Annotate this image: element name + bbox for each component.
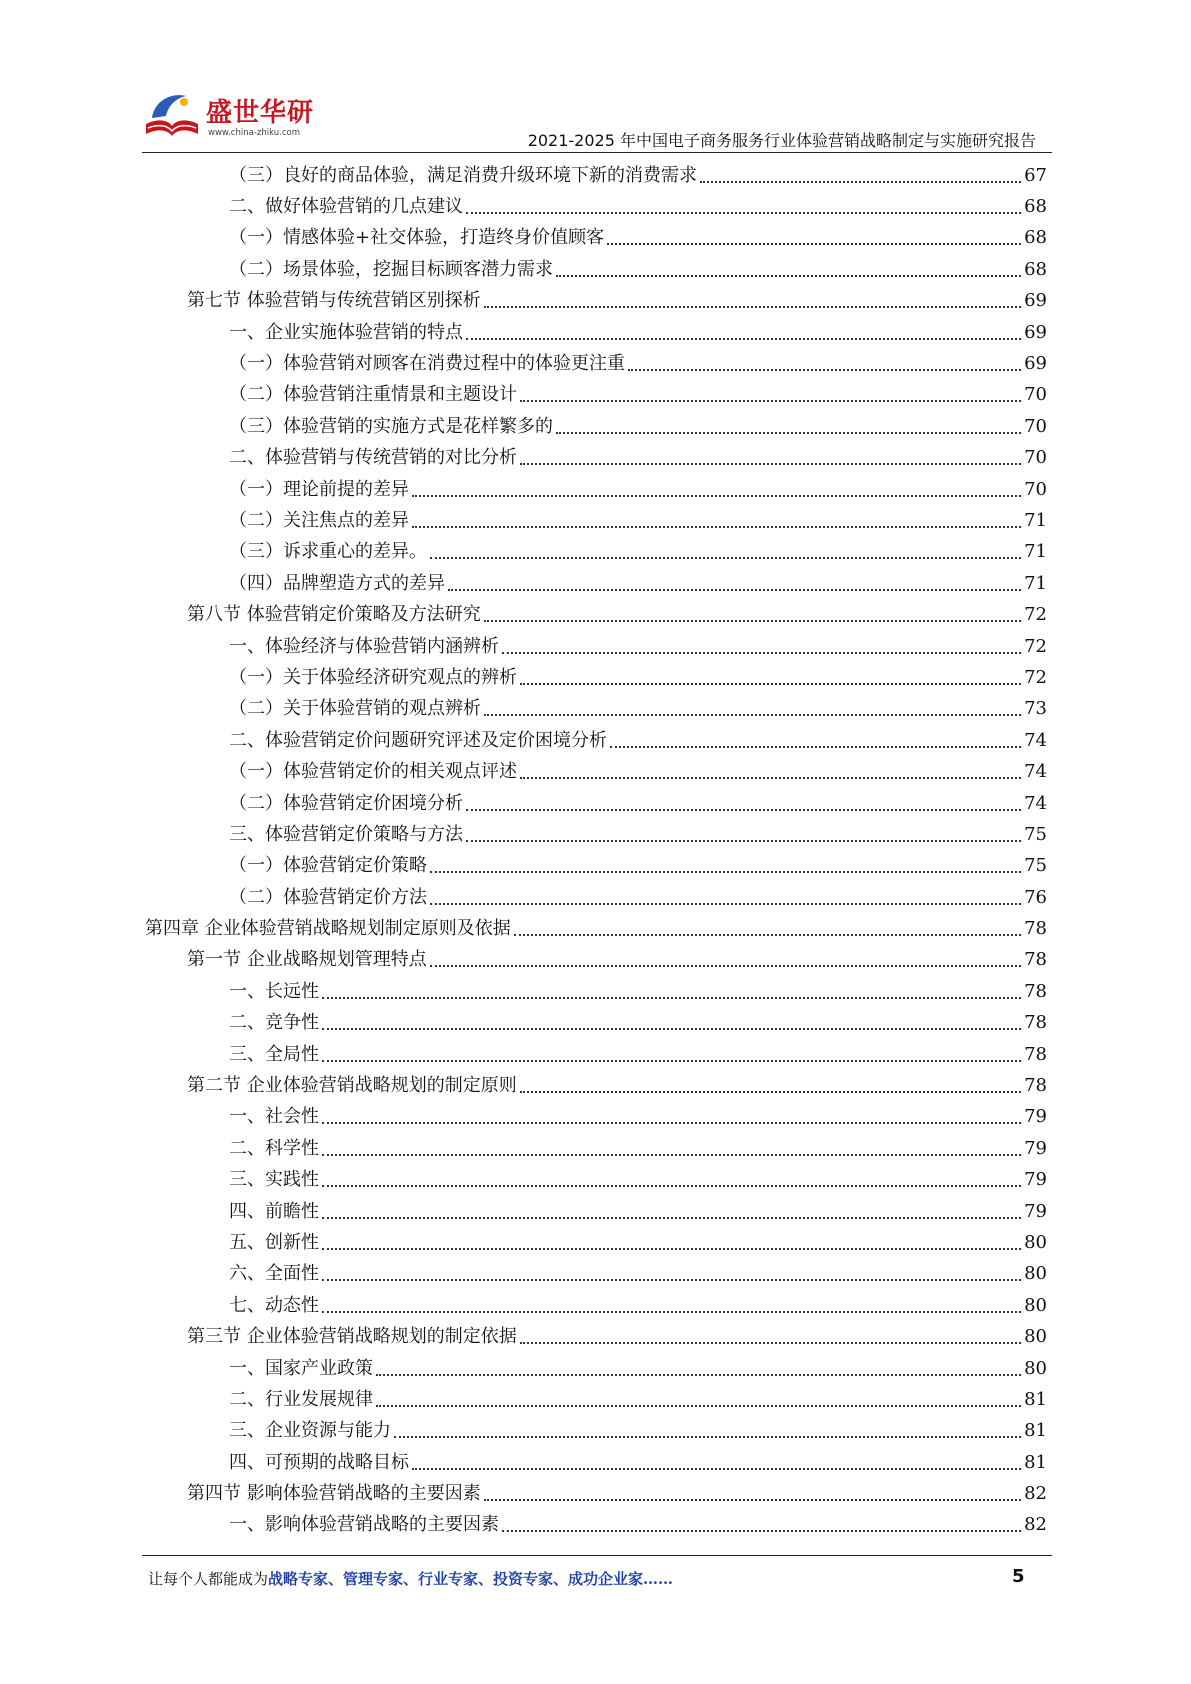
toc-entry-title: 一、国家产业政策	[229, 1357, 373, 1379]
toc-leader-dots	[520, 400, 1021, 402]
toc-entry[interactable]	[145, 1510, 1047, 1541]
toc-entry-page: 75	[1024, 823, 1047, 845]
toc-entry-title: 第四章 企业体验营销战略规划制定原则及依据	[145, 918, 511, 940]
toc-leader-dots	[322, 1028, 1021, 1030]
toc-entry-page: 78	[1024, 949, 1047, 971]
slogan-prefix: 让每个人都能成为	[148, 1570, 269, 1588]
toc-entry-page: 76	[1024, 886, 1047, 908]
toc-leader-dots	[430, 871, 1021, 873]
toc-entry-page: 71	[1024, 572, 1047, 594]
toc-leader-dots	[430, 965, 1021, 967]
header-divider	[142, 152, 1052, 153]
toc-leader-dots	[484, 714, 1021, 716]
toc-entry-page: 82	[1024, 1514, 1047, 1536]
toc-entry-title: （二）关于体验营销的观点辨析	[229, 698, 481, 720]
toc-entry[interactable]	[145, 411, 1047, 442]
toc-entry[interactable]	[145, 1478, 1047, 1509]
toc-entry-title: 二、做好体验营销的几点建议	[229, 196, 463, 218]
toc-leader-dots	[466, 809, 1021, 811]
toc-entry-page: 71	[1024, 509, 1047, 531]
toc-entry-page: 75	[1024, 855, 1047, 877]
toc-leader-dots	[520, 777, 1021, 779]
slogan-highlight: 战略专家、管理专家、行业专家、投资专家、成功企业家……	[268, 1570, 674, 1588]
toc-entry[interactable]	[145, 756, 1047, 787]
toc-entry-page: 74	[1024, 792, 1047, 814]
toc-leader-dots	[484, 1499, 1021, 1501]
toc-entry-page: 67	[1024, 164, 1047, 186]
toc-entry-page: 78	[1024, 980, 1047, 1002]
toc-leader-dots	[322, 1060, 1021, 1062]
toc-leader-dots	[448, 589, 1021, 591]
toc-entry[interactable]	[145, 537, 1047, 568]
toc-entry-page: 80	[1024, 1294, 1047, 1316]
toc-leader-dots	[322, 1217, 1021, 1219]
toc-entry[interactable]	[145, 317, 1047, 348]
toc-entry-title: 第一节 企业战略规划管理特点	[187, 949, 427, 971]
toc-entry-page: 68	[1024, 227, 1047, 249]
toc-leader-dots	[322, 1279, 1021, 1281]
toc-leader-dots	[520, 683, 1021, 685]
toc-entry-title: （二）关注焦点的差异	[229, 509, 409, 531]
toc-leader-dots	[520, 463, 1021, 465]
toc-entry-page: 79	[1024, 1169, 1047, 1191]
toc-entry-title: （二）体验营销注重情景和主题设计	[229, 384, 517, 406]
toc-entry-page: 70	[1024, 415, 1047, 437]
toc-entry-page: 78	[1024, 918, 1047, 940]
toc-entry-page: 68	[1024, 258, 1047, 280]
toc-leader-dots	[484, 620, 1021, 622]
toc-leader-dots	[514, 934, 1021, 936]
toc-entry-page: 70	[1024, 478, 1047, 500]
toc-entry-title: （三）体验营销的实施方式是花样繁多的	[229, 415, 553, 437]
toc-entry-page: 81	[1024, 1420, 1047, 1442]
toc-entry[interactable]	[145, 631, 1047, 662]
toc-leader-dots	[412, 526, 1021, 528]
toc-entry-page: 70	[1024, 447, 1047, 469]
toc-leader-dots	[322, 1185, 1021, 1187]
toc-entry[interactable]	[145, 1259, 1047, 1290]
logo-url: www.china-zhiku.com	[208, 128, 300, 138]
toc-entry-title: （二）体验营销定价困境分析	[229, 792, 463, 814]
toc-entry-title: 三、企业资源与能力	[229, 1420, 391, 1442]
toc-entry[interactable]	[145, 851, 1047, 882]
toc-entry-page: 78	[1024, 1043, 1047, 1065]
toc-entry[interactable]	[145, 380, 1047, 411]
toc-entry[interactable]	[145, 662, 1047, 693]
toc-entry[interactable]	[145, 1133, 1047, 1164]
toc-leader-dots	[484, 306, 1021, 308]
toc-entry-title: （二）场景体验，挖掘目标顾客潜力需求	[229, 258, 553, 280]
toc-entry-title: （一）情感体验+社交体验，打造终身价值顾客	[229, 227, 605, 249]
toc-entry-title: 一、企业实施体验营销的特点	[229, 321, 463, 343]
toc-entry-page: 81	[1024, 1388, 1047, 1410]
toc-entry-title: （一）体验营销对顾客在消费过程中的体验更注重	[229, 353, 625, 375]
footer-divider	[142, 1555, 1052, 1556]
toc-entry-title: 五、创新性	[229, 1231, 319, 1253]
toc-leader-dots	[502, 1530, 1021, 1532]
toc-leader-dots	[520, 1091, 1021, 1093]
toc-entry-page: 72	[1024, 666, 1047, 688]
toc-leader-dots	[322, 1154, 1021, 1156]
toc-entry-page: 74	[1024, 729, 1047, 751]
toc-entry-page: 80	[1024, 1326, 1047, 1348]
company-logo	[140, 84, 315, 148]
toc-entry[interactable]	[145, 1039, 1047, 1070]
toc-entry-page: 71	[1024, 541, 1047, 563]
toc-leader-dots	[502, 652, 1021, 654]
toc-entry-page: 70	[1024, 384, 1047, 406]
toc-entry[interactable]	[145, 474, 1047, 505]
toc-leader-dots	[628, 369, 1021, 371]
toc-entry[interactable]	[145, 976, 1047, 1007]
toc-entry-page: 80	[1024, 1231, 1047, 1253]
toc-entry[interactable]	[145, 1165, 1047, 1196]
toc-leader-dots	[430, 557, 1021, 559]
toc-entry-page: 82	[1024, 1483, 1047, 1505]
toc-leader-dots	[610, 746, 1021, 748]
toc-leader-dots	[466, 212, 1021, 214]
toc-entry-title: 二、体验营销与传统营销的对比分析	[229, 447, 517, 469]
toc-entry[interactable]	[145, 1196, 1047, 1227]
toc-entry-title: （一）体验营销定价的相关观点评述	[229, 761, 517, 783]
toc-leader-dots	[466, 840, 1021, 842]
logo-text: 盛世华研	[206, 98, 315, 128]
toc-entry-page: 69	[1024, 353, 1047, 375]
toc-entry[interactable]	[145, 1447, 1047, 1478]
toc-entry[interactable]	[145, 348, 1047, 379]
toc-leader-dots	[556, 432, 1021, 434]
toc-entry-page: 72	[1024, 604, 1047, 626]
toc-entry-title: （一）理论前提的差异	[229, 478, 409, 500]
toc-entry-title: 第四节 影响体验营销战略的主要因素	[187, 1483, 481, 1505]
toc-entry[interactable]	[145, 443, 1047, 474]
toc-entry-title: 七、动态性	[229, 1294, 319, 1316]
toc-entry-title: 二、行业发展规律	[229, 1388, 373, 1410]
toc-entry[interactable]	[145, 913, 1047, 944]
toc-leader-dots	[322, 1248, 1021, 1250]
toc-entry-title: 一、社会性	[229, 1106, 319, 1128]
toc-entry-page: 78	[1024, 1075, 1047, 1097]
toc-leader-dots	[394, 1436, 1021, 1438]
toc-entry-page: 79	[1024, 1106, 1047, 1128]
footer-slogan	[148, 1568, 673, 1589]
toc-entry-title: 三、全局性	[229, 1043, 319, 1065]
toc-entry-page: 69	[1024, 321, 1047, 343]
toc-entry-page: 80	[1024, 1357, 1047, 1379]
toc-leader-dots	[412, 495, 1021, 497]
toc-entry-title: 二、体验营销定价问题研究评述及定价困境分析	[229, 729, 607, 751]
toc-entry[interactable]	[145, 1384, 1047, 1415]
toc-entry-title: （二）体验营销定价方法	[229, 886, 427, 908]
toc-entry[interactable]	[145, 819, 1047, 850]
toc-entry[interactable]	[145, 1008, 1047, 1039]
page-header	[0, 0, 1191, 150]
toc-entry-page: 81	[1024, 1451, 1047, 1473]
toc-leader-dots	[322, 1311, 1021, 1313]
toc-entry-page: 69	[1024, 290, 1047, 312]
toc-entry[interactable]	[145, 1416, 1047, 1447]
toc-leader-dots	[520, 1342, 1021, 1344]
toc-entry-page: 72	[1024, 635, 1047, 657]
toc-entry[interactable]	[145, 254, 1047, 285]
toc-entry-title: 第八节 体验营销定价策略及方法研究	[187, 604, 481, 626]
toc-entry[interactable]	[145, 191, 1047, 222]
toc-entry-title: （一）体验营销定价策略	[229, 855, 427, 877]
toc-entry-title: 一、影响体验营销战略的主要因素	[229, 1514, 499, 1536]
toc-entry-title: （三）诉求重心的差异。	[229, 541, 427, 563]
toc-entry[interactable]	[145, 568, 1047, 599]
toc-leader-dots	[466, 338, 1021, 340]
toc-leader-dots	[607, 243, 1021, 245]
toc-entry[interactable]	[145, 945, 1047, 976]
toc-entry[interactable]	[145, 882, 1047, 913]
toc-entry-title: 一、体验经济与体验营销内涵辨析	[229, 635, 499, 657]
toc-entry[interactable]	[145, 694, 1047, 725]
toc-entry-page: 79	[1024, 1137, 1047, 1159]
toc-entry-page: 79	[1024, 1200, 1047, 1222]
toc-entry-title: 一、长远性	[229, 980, 319, 1002]
toc-entry[interactable]	[145, 788, 1047, 819]
toc-entry-title: 三、实践性	[229, 1169, 319, 1191]
toc-entry-page: 80	[1024, 1263, 1047, 1285]
toc-entry-title: 二、科学性	[229, 1137, 319, 1159]
toc-entry-title: 第三节 企业体验营销战略规划的制定依据	[187, 1326, 517, 1348]
toc-entry-title: 三、体验营销定价策略与方法	[229, 823, 463, 845]
toc-entry-title: 二、竞争性	[229, 1012, 319, 1034]
toc-entry[interactable]	[145, 725, 1047, 756]
toc-entry-title: 第七节 体验营销与传统营销区别探析	[187, 290, 481, 312]
toc-entry-title: （一）关于体验经济研究观点的辨析	[229, 666, 517, 688]
toc-entry[interactable]	[145, 160, 1047, 191]
report-title: 2021-2025 年中国电子商务服务行业体验营销战略制定与实施研究报告	[527, 131, 1036, 150]
toc-leader-dots	[556, 275, 1021, 277]
toc-leader-dots	[700, 181, 1021, 183]
toc-leader-dots	[376, 1374, 1021, 1376]
toc-entry[interactable]	[145, 1070, 1047, 1101]
toc-entry-title: （四）品牌塑造方式的差异	[229, 572, 445, 594]
toc-leader-dots	[376, 1405, 1021, 1407]
toc-entry-page: 73	[1024, 698, 1047, 720]
toc-entry[interactable]	[145, 1321, 1047, 1352]
toc-entry-page: 74	[1024, 761, 1047, 783]
toc-entry[interactable]	[145, 1290, 1047, 1321]
toc-entry[interactable]	[145, 599, 1047, 630]
logo-book-icon	[140, 84, 204, 148]
toc-entry[interactable]	[145, 223, 1047, 254]
toc-entry-title: 四、前瞻性	[229, 1200, 319, 1222]
toc-leader-dots	[322, 1122, 1021, 1124]
toc-entry-title: 四、可预期的战略目标	[229, 1451, 409, 1473]
toc-entry-title: 第二节 企业体验营销战略规划的制定原则	[187, 1075, 517, 1097]
toc-entry-title: （三）良好的商品体验，满足消费升级环境下新的消费需求	[229, 164, 697, 186]
toc-entry-page: 78	[1024, 1012, 1047, 1034]
toc-entry[interactable]	[145, 505, 1047, 536]
toc-leader-dots	[430, 903, 1021, 905]
toc-entry[interactable]	[145, 1102, 1047, 1133]
toc-leader-dots	[322, 997, 1021, 999]
page-number: 5	[1012, 1566, 1025, 1587]
toc-entry[interactable]	[145, 1227, 1047, 1258]
toc-entry[interactable]	[145, 286, 1047, 317]
toc-entry[interactable]	[145, 1353, 1047, 1384]
toc-entry-page: 68	[1024, 196, 1047, 218]
toc-leader-dots	[412, 1468, 1021, 1470]
toc-entry-title: 六、全面性	[229, 1263, 319, 1285]
table-of-contents	[145, 160, 1047, 1541]
